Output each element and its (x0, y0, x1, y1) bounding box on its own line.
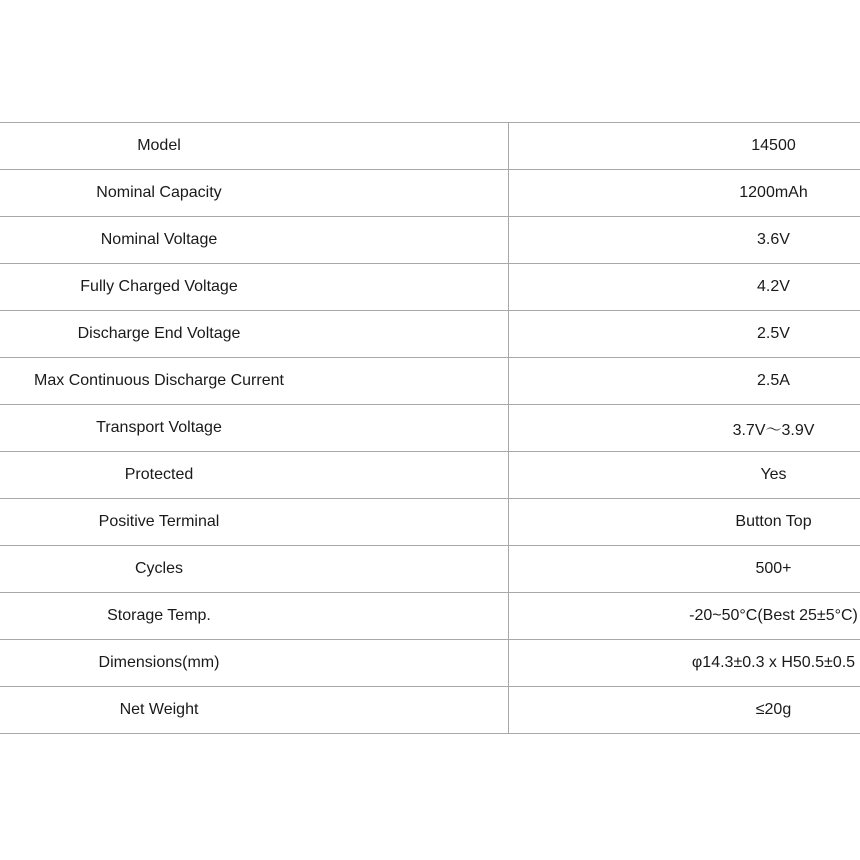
table-row (0, 546, 860, 593)
table-row (0, 170, 860, 217)
spec-label-transport-voltage: Transport Voltage (0, 405, 509, 452)
spec-label-model: Model (0, 123, 509, 170)
table-row (0, 123, 860, 170)
spec-label-protected: Protected (0, 452, 509, 499)
spec-label-discharge-end-voltage: Discharge End Voltage (0, 311, 509, 358)
spec-value-dimensions (509, 640, 860, 687)
spec-label-nominal-voltage: Nominal Voltage (0, 217, 509, 264)
spec-value-nominal-voltage (509, 217, 860, 264)
spec-value-discharge-end-voltage (509, 311, 860, 358)
spec-value-text: 1200mAh (739, 184, 808, 201)
table-row (0, 687, 860, 734)
spec-label-dimensions: Dimensions(mm) (0, 640, 509, 687)
spec-value-net-weight (509, 687, 860, 734)
spec-label-net-weight: Net Weight (0, 687, 509, 734)
spec-value-text: -20~50°C(Best 25±5°C) (689, 607, 858, 624)
spec-value-max-continuous-discharge-current (509, 358, 860, 405)
spec-value-model (509, 123, 860, 170)
spec-label-positive-terminal: Positive Terminal (0, 499, 509, 546)
table-row (0, 264, 860, 311)
spec-value-transport-voltage (509, 405, 860, 452)
table-row (0, 217, 860, 264)
spec-value-text: 500+ (755, 560, 792, 577)
table-row (0, 499, 860, 546)
spec-label-nominal-capacity: Nominal Capacity (0, 170, 509, 217)
spec-value-text: 3.7V～3.9V (732, 421, 815, 439)
spec-value-text: 3.6V (757, 231, 790, 248)
spec-value-positive-terminal (509, 499, 860, 546)
table-row (0, 593, 860, 640)
spec-value-text: Button Top (735, 513, 812, 530)
table-row (0, 358, 860, 405)
spec-table (0, 122, 860, 734)
spec-label-storage-temp: Storage Temp. (0, 593, 509, 640)
spec-value-text: ≤20g (755, 701, 792, 718)
table-row (0, 405, 860, 452)
spec-label-fully-charged-voltage: Fully Charged Voltage (0, 264, 509, 311)
spec-value-nominal-capacity (509, 170, 860, 217)
spec-value-protected (509, 452, 860, 499)
table-row (0, 311, 860, 358)
spec-label-max-continuous-discharge-current: Max Continuous Discharge Current (0, 358, 509, 405)
spec-value-text: 2.5V (757, 325, 790, 342)
spec-value-storage-temp (509, 593, 860, 640)
spec-value-text: 4.2V (757, 278, 790, 295)
spec-value-text: 14500 (751, 137, 796, 154)
table-row (0, 640, 860, 687)
spec-label-cycles: Cycles (0, 546, 509, 593)
spec-value-fully-charged-voltage (509, 264, 860, 311)
spec-value-text: 2.5A (757, 372, 790, 389)
spec-value-text: φ14.3±0.3 x H50.5±0.5 (691, 654, 856, 671)
spec-value-text: Yes (760, 466, 787, 483)
table-row (0, 452, 860, 499)
spec-value-cycles (509, 546, 860, 593)
